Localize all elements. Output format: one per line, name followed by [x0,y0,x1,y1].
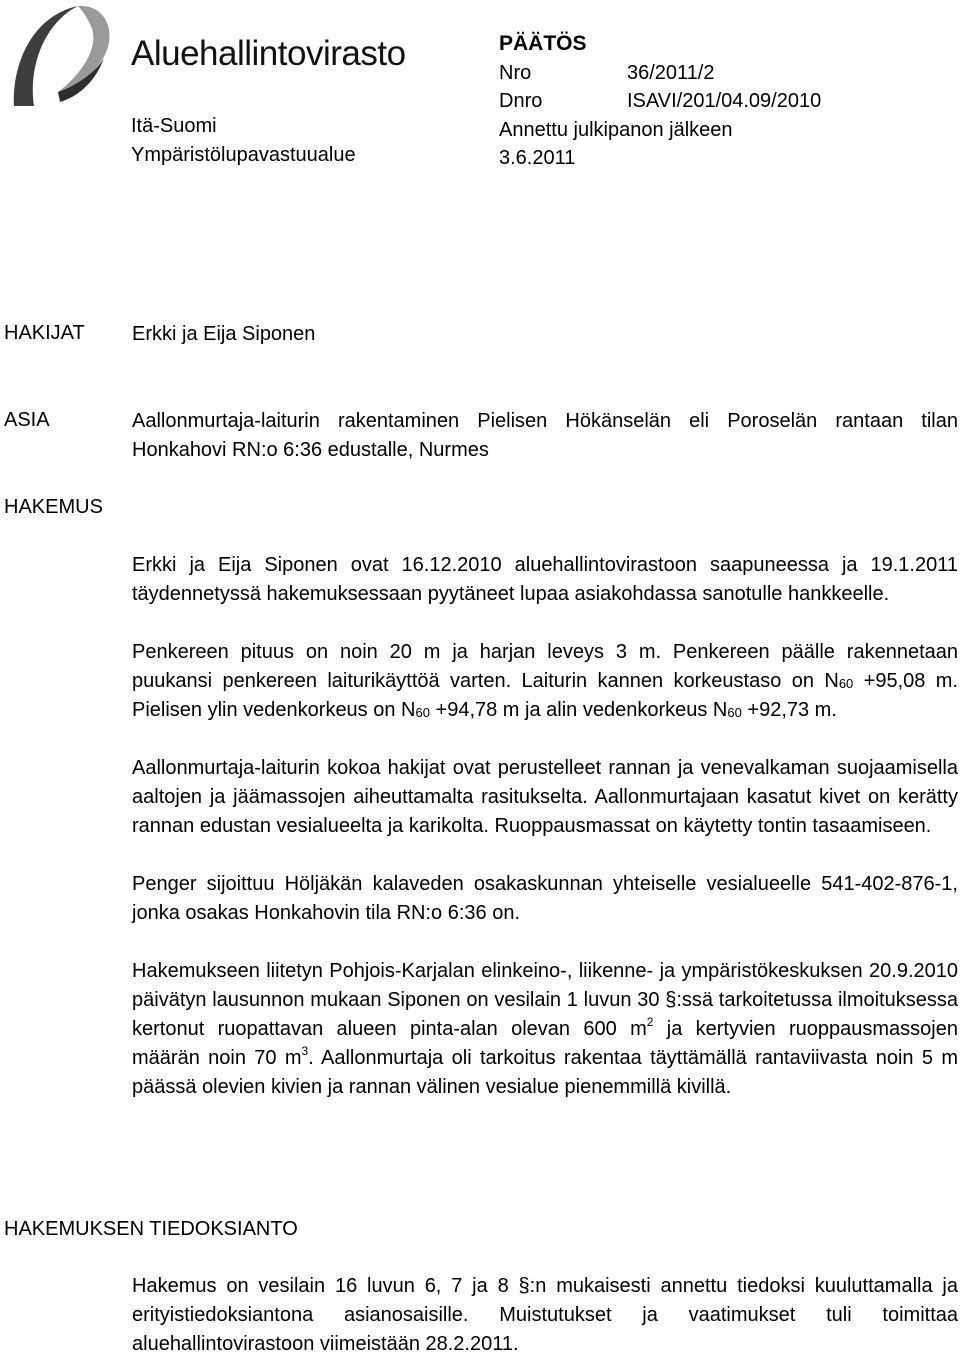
issued-date: 3.6.2011 [499,147,576,169]
subject-text: Aallonmurtaja-laiturin rakentaminen Pielisen Hökänselän eli Poroselän rantaan tilan Honkahovi RN:o 6:36 edustalle, Nurmes [132,410,958,461]
agency-logo-icon [6,2,118,112]
notification-paragraph: Hakemus on vesilain 16 luvun 6, 7 ja 8 §:n mukaisesti annettu tiedoksi kuuluttamalla ja erityistiedoksiantona asianosaisille. Muistutukset ja vaatimukset tuli toimittaa aluehallintovirastoon viimeistään 28.2.2011. [132,1275,958,1355]
org-info [131,112,356,170]
decision-dnro-row [499,87,821,116]
section-heading-tiedoksianto: HAKEMUKSEN TIEDOKSIANTO [4,1218,298,1240]
application-paragraph-2: Penkereen pituus on noin 20 m ja harjan leveys 3 m. Penkereen päälle rakennetaan puukansi penkereen laiturikäyttöä varten. Laiturin kannen korkeustaso on $N_{60} +95,08$ m. Pielisen ylin vedenkorkeus on $N_{60} +94,78$ m ja alin vedenkorkeus $N_{60} +92,73$ m. [132,641,958,721]
decision-info [499,30,821,173]
org-subunit: Ympäristölupavastuualue [131,144,356,166]
decision-title: PÄÄTÖS [499,32,587,55]
section-heading-asia: ASIA [4,409,50,431]
section-symbol: § [665,989,677,1011]
dnro-label: Dnro [499,90,543,112]
application-body [132,551,958,1102]
issued-label: Annettu julkipanon jälkeen [499,118,733,141]
application-paragraph-4: Penger sijoittuu Höljäkän kalaveden osakaskunnan yhteiselle vesialueelle 541-402-876-1, jonka osakas Honkahovin tila RN:o 6:36 on. [132,873,958,924]
nro-label: Nro [499,61,532,84]
section-heading-hakijat: HAKIJAT [4,322,85,344]
application-paragraph-5: Hakemukseen liitetyn Pohjois-Karjalan elinkeino-, liikenne- ja ympäristökeskuksen 20.9.2010 päivätyn lausunnon mukaan Siponen on vesilain 1 luvun 30 §:ssä tarkoitetussa ilmoituksessa kertonut ruopattavan alueen pinta-alan olevan 600 $m^2$ ja kertyvien ruoppausmassojen määrän noin 70 $m^3$. Aallonmurtaja oli tarkoitus rakentaa täyttämällä rantaviivasta noin 5 m päässä olevien kivien ja rannan välinen vesialue pienemmillä kivillä. [132,960,958,1098]
application-paragraph-3: Aallonmurtaja-laiturin kokoa hakijat ovat perustelleet rannan ja venevalkaman suojaamisella aaltojen ja jäämassojen aiheuttamalta rasitukselta. Aallonmurtajaan kasatut kivet on kerätty rannan edustan vesialueelta ja karikolta. Ruoppausmassat on käytetty tontin tasaamiseen. [132,757,958,837]
nro-value: 36/2011/2 [627,61,715,84]
dnro-value: ISAVI/201/04.09/2010 [627,90,822,112]
org-unit: Itä-Suomi [131,115,217,137]
applicants-text: Erkki ja Eija Siponen [132,323,316,345]
decision-number-row [499,59,821,88]
section-heading-hakemus: HAKEMUS [4,496,103,518]
application-paragraph-1: Erkki ja Eija Siponen ovat 16.12.2010 aluehallintovirastoon saapuneessa ja 19.1.2011 täydennetyssä hakemuksessaan pyytäneet lupaa asiakohdassa sanotulle hankkeelle. [132,554,958,605]
logo-text: Aluehallintovirasto [131,34,406,73]
